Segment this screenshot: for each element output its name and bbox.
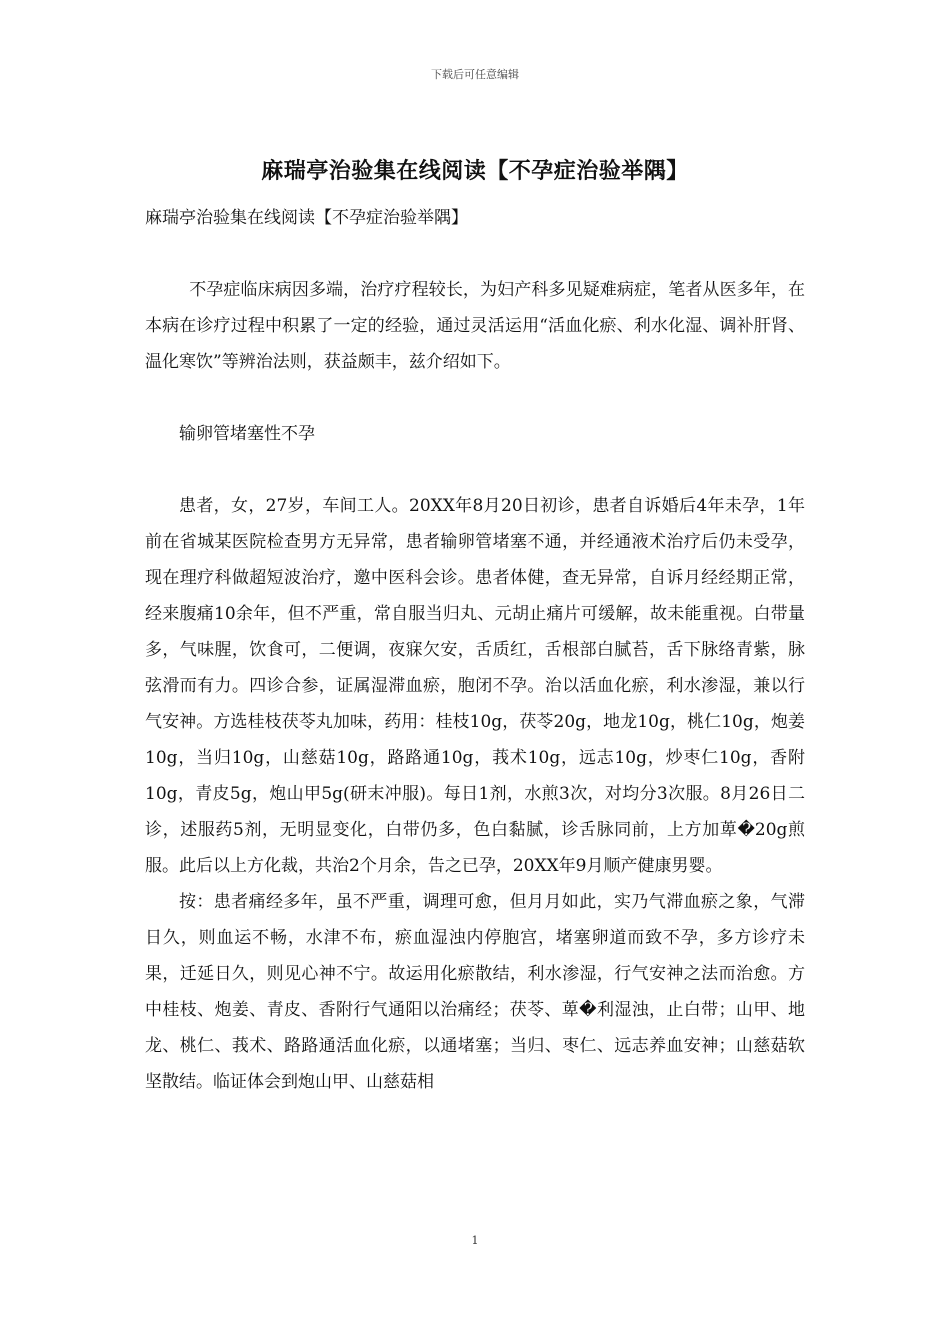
document-title: 麻瑞亭治验集在线阅读【不孕症治验举隅】 <box>261 159 689 184</box>
document-subtitle: 麻瑞亭治验集在线阅读【不孕症治验举隅】 <box>145 208 468 228</box>
commentary-paragraph: 按：患者痛经多年，虽不严重，调理可愈，但月月如此，实乃气滞血瘀之象，气滞日久，则血运不畅，水津不布，瘀血湿浊内停胞宫，堵塞卵道而致不孕，多方诊疗未果，迁延日久，则见心神不宁。故运用化瘀散结，利水渗湿，行气安神之法而治愈。方中桂枝、炮姜、青皮、香附行气通阳以治痛经；茯苓、萆�利湿浊，止白带；山甲、地龙、桃仁、莪术、路路通活血化瘀，以通堵塞；当归、枣仁、远志养血安神；山慈菇软坚散结。临证体会到炮山甲、山慈菇相 <box>145 892 805 1092</box>
document-body <box>145 200 805 1100</box>
page-number: 1 <box>471 1234 479 1247</box>
section-heading: 输卵管堵塞性不孕 <box>179 424 315 444</box>
case-paragraph: 患者，女，27岁，车间工人。20XX年8月20日初诊，患者自诉婚后4年未孕，1年前在省城某医院检查男方无异常，患者输卵管堵塞不通，并经通液术治疗后仍未受孕，现在理疗科做超短波治疗，邀中医科会诊。患者体健，查无异常，自诉月经经期正常，经来腹痛10余年，但不严重，常自服当归丸、元胡止痛片可缓解，故未能重视。白带量多，气味腥，饮食可，二便调，夜寐欠安，舌质红，舌根部白腻苔，舌下脉络青紫，脉弦滑而有力。四诊合参，证属湿滞血瘀，胞闭不孕。治以活血化瘀，利水渗湿，兼以行气安神。方选桂枝茯苓丸加味，药用：桂枝10g，茯苓20g，地龙10g，桃仁10g，炮姜10g，当归10g，山慈菇10g，路路通10g，莪术10g，远志10g，炒枣仁10g，香附10g，青皮5g，炮山甲5g(研末冲服)。每日1剂，水煎3次，对均分3次服。8月26日二诊，述服药5剂，无明显变化，白带仍多，色白黏腻，诊舌脉同前，上方加萆�20g煎服。此后以上方化裁，共治2个月余，告之已孕，20XX年9月顺产健康男婴。 <box>145 496 805 876</box>
header-note: 下载后可任意编辑 <box>431 68 519 81</box>
intro-paragraph: 不孕症临床病因多端，治疗疗程较长，为妇产科多见疑难病症，笔者从医多年，在本病在诊疗过程中积累了一定的经验，通过灵活运用“活血化瘀、利水化湿、调补肝肾、温化寒饮”等辨治法则，获益颇丰，兹介绍如下。 <box>145 280 805 372</box>
